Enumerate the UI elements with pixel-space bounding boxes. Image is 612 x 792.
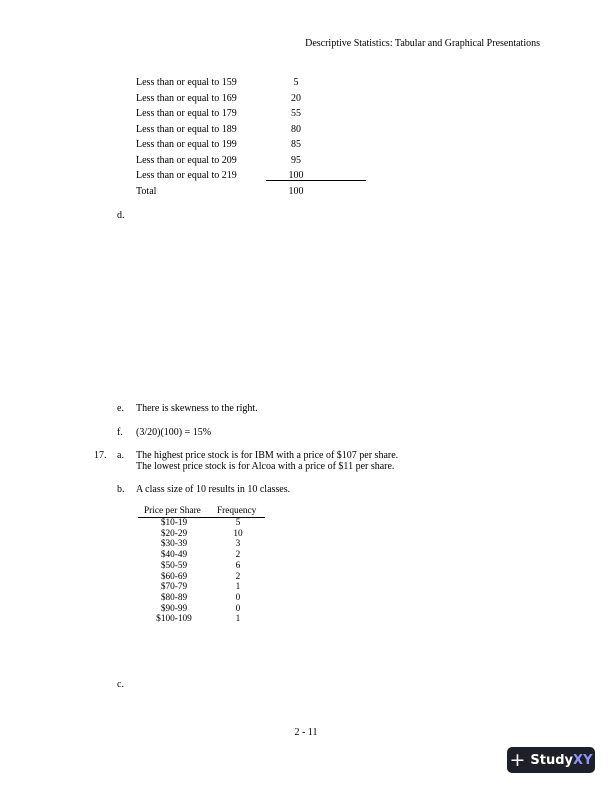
part-17c-label: c.	[117, 679, 124, 690]
table-row	[138, 561, 268, 572]
frequency-cell: 2	[235, 550, 241, 561]
frequency-cell: 5	[235, 518, 241, 528]
price-cell: $30-39	[160, 539, 188, 550]
part-17b-label: b.	[117, 484, 125, 495]
row-label: Less than or equal to 199	[136, 139, 237, 150]
row-label: Less than or equal to 159	[136, 77, 237, 88]
column-header-price: Price per Share	[144, 506, 201, 516]
table-row	[138, 582, 268, 593]
part-17b-text: A class size of 10 results in 10 classes.	[136, 484, 291, 495]
table-row	[136, 124, 376, 140]
part-e-text: There is skewness to the right.	[136, 403, 258, 414]
row-value: 5	[293, 77, 299, 88]
table-row	[136, 139, 376, 155]
studyxy-badge[interactable]	[507, 747, 595, 773]
frequency-cell: 1	[235, 614, 241, 625]
brand-accent: XY	[573, 752, 593, 768]
total-row	[136, 186, 376, 202]
table-row	[136, 108, 376, 124]
table-row	[138, 518, 268, 529]
total-value: 100	[288, 186, 304, 197]
row-label: Less than or equal to 219	[136, 170, 237, 181]
frequency-cell: 0	[235, 592, 241, 603]
frequency-cell: 1	[235, 582, 241, 593]
part-17a-line2: The lowest price stock is for Alcoa with a price of $11 per share.	[136, 461, 395, 472]
row-value: 95	[291, 154, 301, 166]
row-label: Less than or equal to 189	[136, 123, 237, 135]
price-cell: $90-99	[160, 603, 188, 614]
row-value: 80	[291, 123, 301, 135]
price-cell: $70-79	[160, 582, 188, 593]
row-value: 100	[288, 170, 304, 181]
table-row	[138, 593, 268, 604]
price-cell: $40-49	[160, 550, 188, 561]
part-17a-line1: The highest price stock is for IBM with a price of $107 per share.	[136, 450, 399, 461]
frequency-cell: 3	[235, 539, 241, 550]
table-row	[136, 77, 376, 93]
table-row	[136, 93, 376, 109]
row-value: 55	[291, 108, 301, 119]
column-header-frequency: Frequency	[217, 506, 257, 516]
row-label: Less than or equal to 179	[136, 108, 237, 119]
table-row	[138, 572, 268, 583]
price-cell: $10-19	[160, 518, 188, 528]
price-cell: $100-109	[156, 614, 192, 625]
price-cell: $60-69	[160, 571, 188, 582]
row-label: Less than or equal to 169	[136, 92, 237, 104]
price-cell: $80-89	[160, 592, 188, 603]
page-number: 2 - 11	[294, 727, 318, 738]
price-cell: $20-29	[160, 528, 188, 539]
table-row	[136, 155, 376, 171]
table-row	[138, 614, 268, 625]
row-value: 85	[291, 139, 301, 150]
row-label: Less than or equal to 209	[136, 154, 237, 166]
table-row	[138, 529, 268, 540]
frequency-cell: 6	[235, 560, 241, 571]
page-header: Descriptive Statistics: Tabular and Graphical Presentations	[305, 38, 540, 49]
table-row	[138, 550, 268, 561]
frequency-cell: 0	[235, 603, 241, 614]
problem-number: 17.	[94, 450, 107, 461]
total-label: Total	[136, 186, 157, 197]
table-row	[138, 539, 268, 550]
frequency-cell: 2	[235, 571, 241, 582]
plus-icon: +	[509, 748, 526, 771]
table-row	[138, 604, 268, 615]
part-e-label: e.	[117, 403, 124, 414]
part-f-label: f.	[117, 427, 123, 438]
frequency-cell: 10	[233, 528, 243, 539]
total-rule	[266, 180, 366, 181]
row-value: 20	[291, 92, 301, 104]
part-d-label: d.	[117, 210, 125, 221]
brand-main: Study	[530, 752, 574, 768]
part-17a-label: a.	[117, 450, 124, 461]
table-row	[136, 170, 376, 186]
price-cell: $50-59	[160, 560, 188, 571]
part-f-text: (3/20)(100) = 15%	[136, 427, 212, 438]
